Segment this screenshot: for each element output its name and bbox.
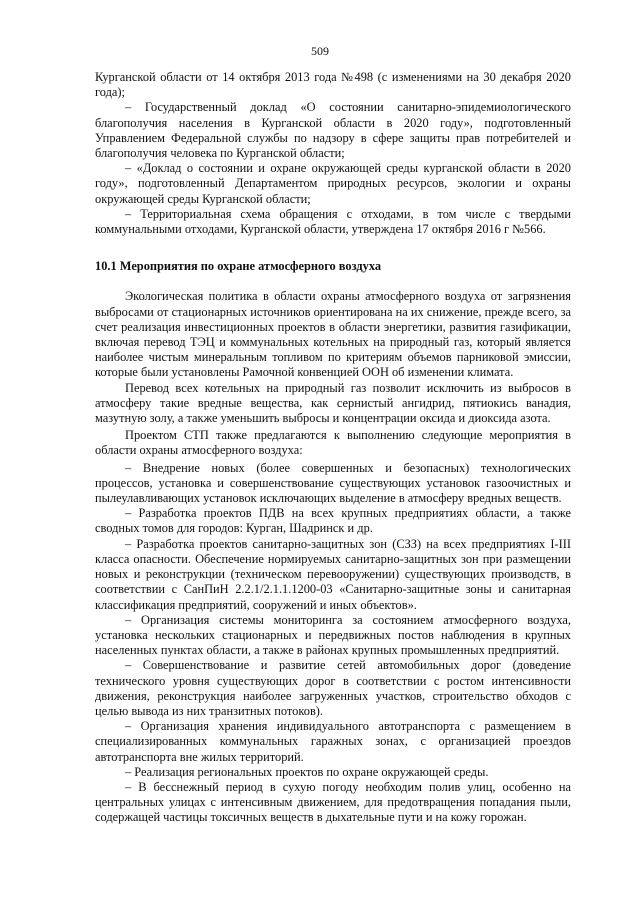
- intro-list: [95, 70, 571, 237]
- list-item: – Совершенствование и развитие сетей автомобильных дорог (доведение технического уровня существующих дорог в соответствии с ростом интенсивности движения, реконструкция наиболее загруженных участков, строительство обходов с целью вывода из них транзитных потоков).: [95, 658, 571, 718]
- list-item: – Территориальная схема обращения с отходами, в том числе с твердыми коммунальными отходами, Курганской области, утверждена 17 октября 2016 г №566.: [95, 206, 571, 237]
- list-item: – Организация системы мониторинга за состоянием атмосферного воздуха, установка нескольких стационарных и передвижных постов наблюдения в крупных населенных пунктах области, а также в районах крупных промышленных предприятий.: [95, 612, 571, 658]
- page-number: 509: [311, 44, 329, 58]
- paragraph: Экологическая политика в области охраны атмосферного воздуха от загрязнения выбросами от стационарных источников ориентирована на их снижение, прежде всего, за счет реализация инвестиционных проектов в области энергетики, развития газификации, включая перевод ТЭЦ и коммунальных котельных на природный газ, который является наиболее чистым минеральным топливом по критериям объемов парниковой эмиссии, которые были установлены Рамочной конвенцией ООН об изменении климата.: [95, 289, 571, 380]
- list-item: – «Доклад о состоянии и охране окружающей среды курганской области в 2020 году», подготовленный Департаментом природных ресурсов, экологии и охраны окружающей среды Курганской области;: [95, 161, 571, 206]
- list-item: – Организация хранения индивидуального автотранспорта с размещением в специализированных коммунальных гаражных зонах, с организацией проездов автотранспорта вне жилых территорий.: [95, 719, 571, 764]
- page-content: [95, 70, 571, 826]
- list-item: – Реализация региональных проектов по охране окружающей среды.: [125, 764, 489, 779]
- section-body: [95, 289, 571, 825]
- list-item: – В бесснежный период в сухую погоду необходим полив улиц, особенно на центральных улицах с интенсивным движением, для предотвращения попадания пыли, содержащей частицы токсичных веществ в дыхательные пути и на кожу горожан.: [95, 779, 571, 825]
- list-item: – Разработка проектов ПДВ на всех крупных предприятиях области, а также сводных томов для городов: Курган, Шадринск и др.: [95, 506, 571, 536]
- list-item: – Государственный доклад «О состоянии санитарно-эпидемиологического благополучия населения в Курганской области в 2020 году», подготовленный Управлением Федеральной службы по надзору в сфере защиты прав потребителей и благополучия человека по Курганской области;: [95, 100, 571, 161]
- section-heading: 10.1 Мероприятия по охране атмосферного воздуха: [95, 259, 382, 274]
- list-item: – Внедрение новых (более совершенных и безопасных) технологических процессов, установка и совершенствование существующих установок газоочистных и пылеулавливающих установок исключающих выделение в атмосферу вредных веществ.: [95, 460, 571, 506]
- paragraph: Проектом СТП также предлагаются к выполнению следующие мероприятия в области охраны атмосферного воздуха:: [95, 428, 571, 458]
- paragraph: Перевод всех котельных на природный газ позволит исключить из выбросов в атмосферу такие вредные вещества, как сернистый ангидрид, пятиокись ванадия, мазутную золу, а также уменьшить выбросы и концентрации оксида и диоксида азота.: [95, 380, 571, 426]
- paragraph: Курганской области от 14 октября 2013 года №498 (с изменениями на 30 декабря 2020 года);: [95, 70, 571, 100]
- list-item: – Разработка проектов санитарно-защитных зон (СЗЗ) на всех предприятиях I-III класса опасности. Обеспечение нормируемых санитарно-защитных зон при размещении новых и реконструкции (техническом перевооружении) существующих производств, в соответствии с СанПиН 2.2.1/2.1.1.1200-03 «Санитарно-защитные зоны и санитарная классификация предприятий, сооружений и иных объектов».: [95, 536, 571, 612]
